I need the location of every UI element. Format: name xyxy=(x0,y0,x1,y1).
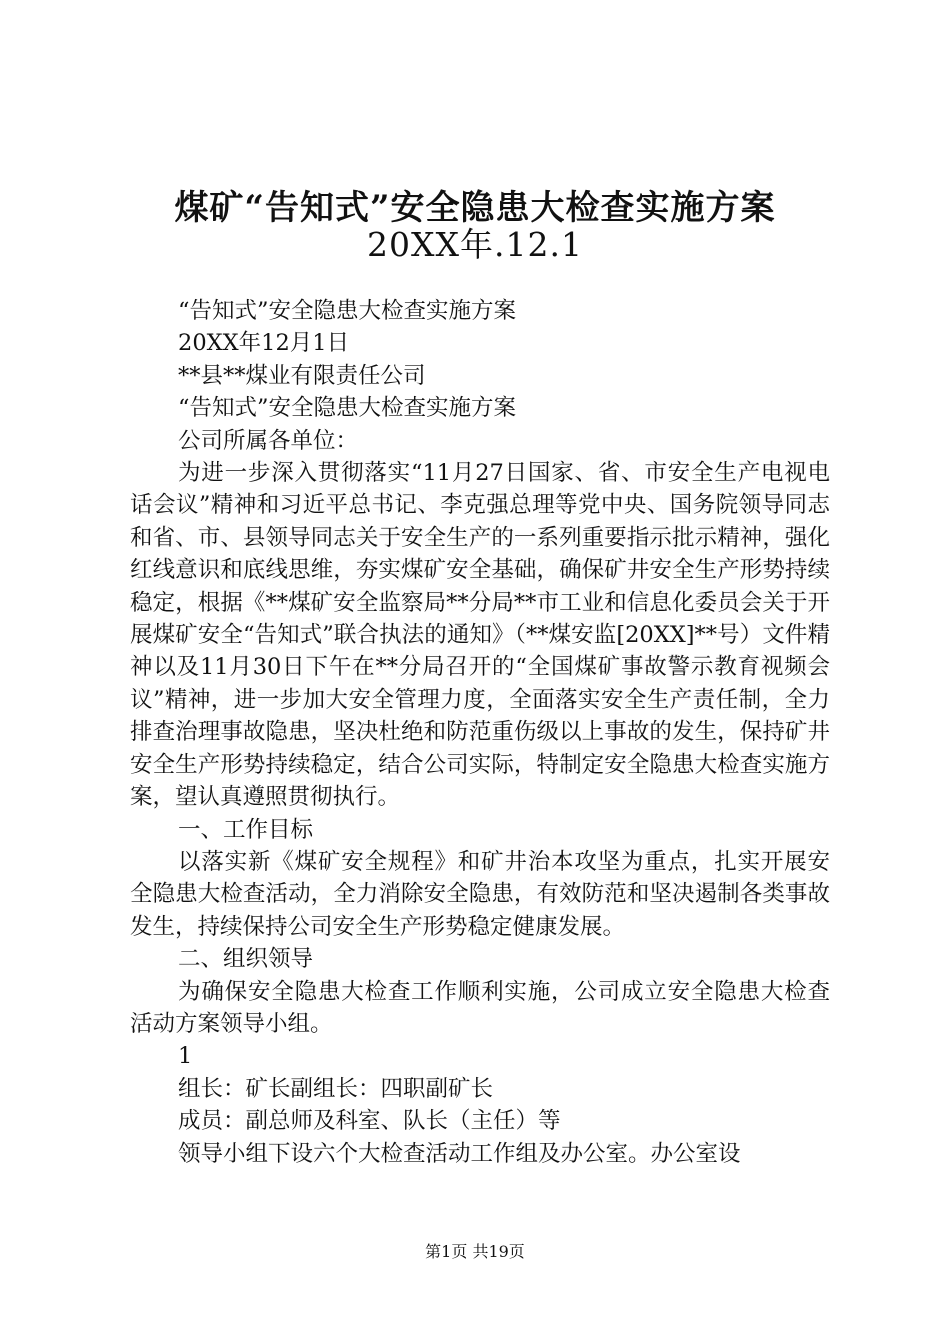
document-date-title: 20XX年.12.1 xyxy=(367,225,583,264)
paragraph-members: 成员：副总师及科室、队长（主任）等 xyxy=(178,1108,561,1135)
paragraph-subtitle: “告知式”安全隐患大检查实施方案 xyxy=(178,298,517,324)
paragraph-number: 1 xyxy=(178,1043,193,1070)
document-body xyxy=(130,295,830,1170)
paragraph-intro: 为进一步深入贯彻落实“11月27日国家、省、市安全生产电视电话会议”精神和习近平总书记、李克强总理等党中央、国务院领导同志和省、市、县领导同志关于安全生产的一系列重要指示批示精神，强化红线意识和底线思维，夯实煤矿安全基础，确保矿井安全生产形势持续稳定，根据《**煤矿安全监察局**分局**市工业和信息化委员会关于开展煤矿安全“告知式”联合执法的通知》（**煤安监[20XX]**号）文件精神以及11月30日下午在**分局召开的“全国煤矿事故警示教育视频会议”精神，进一步加大安全管理力度，全面落实安全生产责任制，全力排查治理事故隐患，坚决杜绝和防范重伤级以上事故的发生，保持矿井安全生产形势持续稳定，结合公司实际，特制定安全隐患大检查实施方案，望认真遵照贯彻执行。 xyxy=(130,460,830,811)
paragraph-company: **县**煤业有限责任公司 xyxy=(178,362,426,389)
section-heading-goals: 一、工作目标 xyxy=(178,816,314,843)
page-number-footer: 第1页 共19页 xyxy=(425,1242,525,1261)
paragraph-date: 20XX年12月1日 xyxy=(178,330,350,357)
paragraph-goals: 以落实新《煤矿安全规程》和矿井治本攻坚为重点，扎实开展安全隐患大检查活动，全力消除安全隐患，有效防范和坚决遏制各类事故发生，持续保持公司安全生产形势稳定健康发展。 xyxy=(130,848,830,940)
paragraph-working-groups: 领导小组下设六个大检查活动工作组及办公室。办公室设 xyxy=(178,1140,741,1167)
section-heading-organization: 二、组织领导 xyxy=(178,946,314,973)
paragraph-organization: 为确保安全隐患大检查工作顺利实施，公司成立安全隐患大检查活动方案领导小组。 xyxy=(130,978,830,1037)
document-title: 煤矿“告知式”安全隐患大检查实施方案 xyxy=(174,188,776,228)
paragraph-leader: 组长：矿长副组长：四职副矿长 xyxy=(178,1075,494,1102)
paragraph-salutation: 公司所属各单位： xyxy=(178,427,359,454)
paragraph-plan-title: “告知式”安全隐患大检查实施方案 xyxy=(178,395,517,422)
